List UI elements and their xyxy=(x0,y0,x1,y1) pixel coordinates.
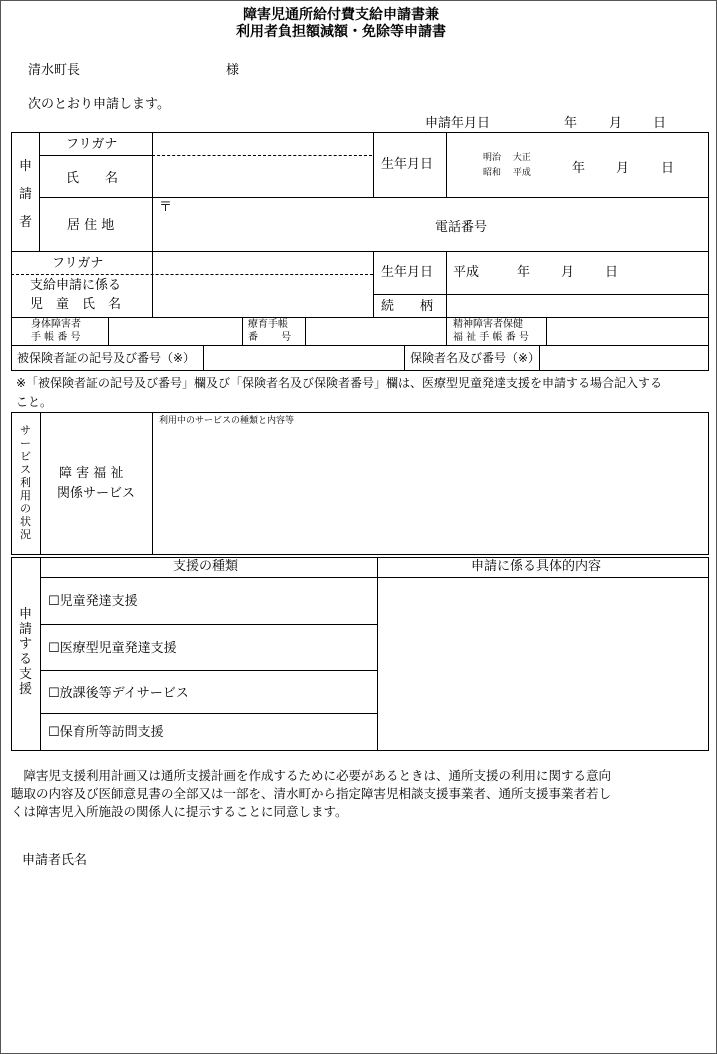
application-date-month: 月 xyxy=(609,116,623,131)
intro-text: 次のとおり申請します。 xyxy=(28,97,170,112)
service-category-line1: 障 害 福 祉 xyxy=(59,466,124,481)
child-relation-label: 続 柄 xyxy=(381,299,434,314)
applicant-section-label: 申 請 者 xyxy=(18,159,32,230)
service-category-line2: 関係サービス xyxy=(57,486,136,501)
child-name-label-2: 児 童 氏 名 xyxy=(30,297,122,312)
applicant-address-label: 居 住 地 xyxy=(67,218,115,233)
applicant-birth-day: 日 xyxy=(661,161,675,176)
support-item-medical-child-development[interactable]: ☐医療型児童発達支援 xyxy=(48,641,177,656)
note-line2: こと。 xyxy=(16,395,53,409)
applicant-furigana-label: フリガナ xyxy=(66,137,118,152)
applicant-birth-label: 生年月日 xyxy=(381,157,434,172)
child-birth-year: 年 xyxy=(517,265,531,280)
support-item-nursery-visit-support[interactable]: ☐保育所等訪問支援 xyxy=(48,725,164,740)
rehab-handbook-label-1: 療育手帳 xyxy=(248,319,288,330)
mental-handbook-label-2: 福 祉 手 帳 番 号 xyxy=(453,332,529,343)
service-status-section-label: サ ー ビ ス 利 用 の 状 況 xyxy=(20,424,31,541)
child-birth-label: 生年月日 xyxy=(381,265,434,280)
insurance-card-label: 被保険者証の記号及び番号（※） xyxy=(17,351,196,365)
insurer-label: 保険者名及び番号（※） xyxy=(410,351,541,365)
signature-label: 申請者氏名 xyxy=(22,853,88,868)
applicant-era-top: 明治 大正 xyxy=(483,153,531,163)
support-detail-header: 申請に係る具体的内容 xyxy=(471,559,602,574)
addressee-name: 清水町長 xyxy=(28,63,81,78)
applicant-phone-label: 電話番号 xyxy=(435,220,488,235)
applicant-name-label: 氏 名 xyxy=(66,171,119,186)
child-furigana-label: フリガナ xyxy=(52,256,104,271)
form-title-line1: 障害児通所給付費支給申請書兼 xyxy=(243,7,439,23)
child-birth-month: 月 xyxy=(561,265,575,280)
addressee-suffix: 様 xyxy=(226,63,240,78)
mental-handbook-label-1: 精神障害者保健 xyxy=(453,319,523,330)
form-title-line2: 利用者負担額減額・免除等申請書 xyxy=(236,24,446,40)
child-birth-day: 日 xyxy=(605,265,619,280)
postal-mark: 〒 xyxy=(159,200,173,215)
application-date-year: 年 xyxy=(564,116,578,131)
physical-handbook-label-2: 手 帳 番 号 xyxy=(31,332,81,343)
requested-support-section-label: 申 請 す る 支 援 xyxy=(18,607,32,697)
consent-line3: くは障害児入所施設の関係人に提示することに同意します。 xyxy=(11,804,348,819)
application-date-day: 日 xyxy=(653,116,667,131)
applicant-birth-year: 年 xyxy=(572,161,586,176)
child-birth-era: 平成 xyxy=(453,265,480,280)
support-item-after-school-day-service[interactable]: ☐放課後等デイサービス xyxy=(48,686,189,701)
note-line1: ※「被保険者証の記号及び番号」欄及び「保険者名及び保険者番号」欄は、医療型児童発達支援を申請する場合記入する xyxy=(16,376,663,390)
physical-handbook-label-1: 身体障害者 xyxy=(31,319,81,330)
applicant-era-bottom: 昭和 平成 xyxy=(483,168,531,178)
applicant-birth-month: 月 xyxy=(616,161,630,176)
application-date-label: 申請年月日 xyxy=(425,116,491,131)
support-type-header: 支援の種類 xyxy=(173,559,239,574)
rehab-handbook-label-2: 番 号 xyxy=(248,332,292,343)
service-content-label: 利用中のサービスの種類と内容等 xyxy=(159,416,295,426)
child-name-label-1: 支給申請に係る xyxy=(30,278,122,293)
support-item-child-development[interactable]: ☐児童発達支援 xyxy=(48,594,138,609)
consent-line2: 聴取の内容及び医師意見書の全部又は一部を、清水町から指定障害児相談支援事業者、通所支援事業者若し xyxy=(11,786,612,801)
consent-line1: 障害児支援利用計画又は通所支援計画を作成するために必要があるときは、通所支援の利用に関する意向 xyxy=(11,768,612,783)
